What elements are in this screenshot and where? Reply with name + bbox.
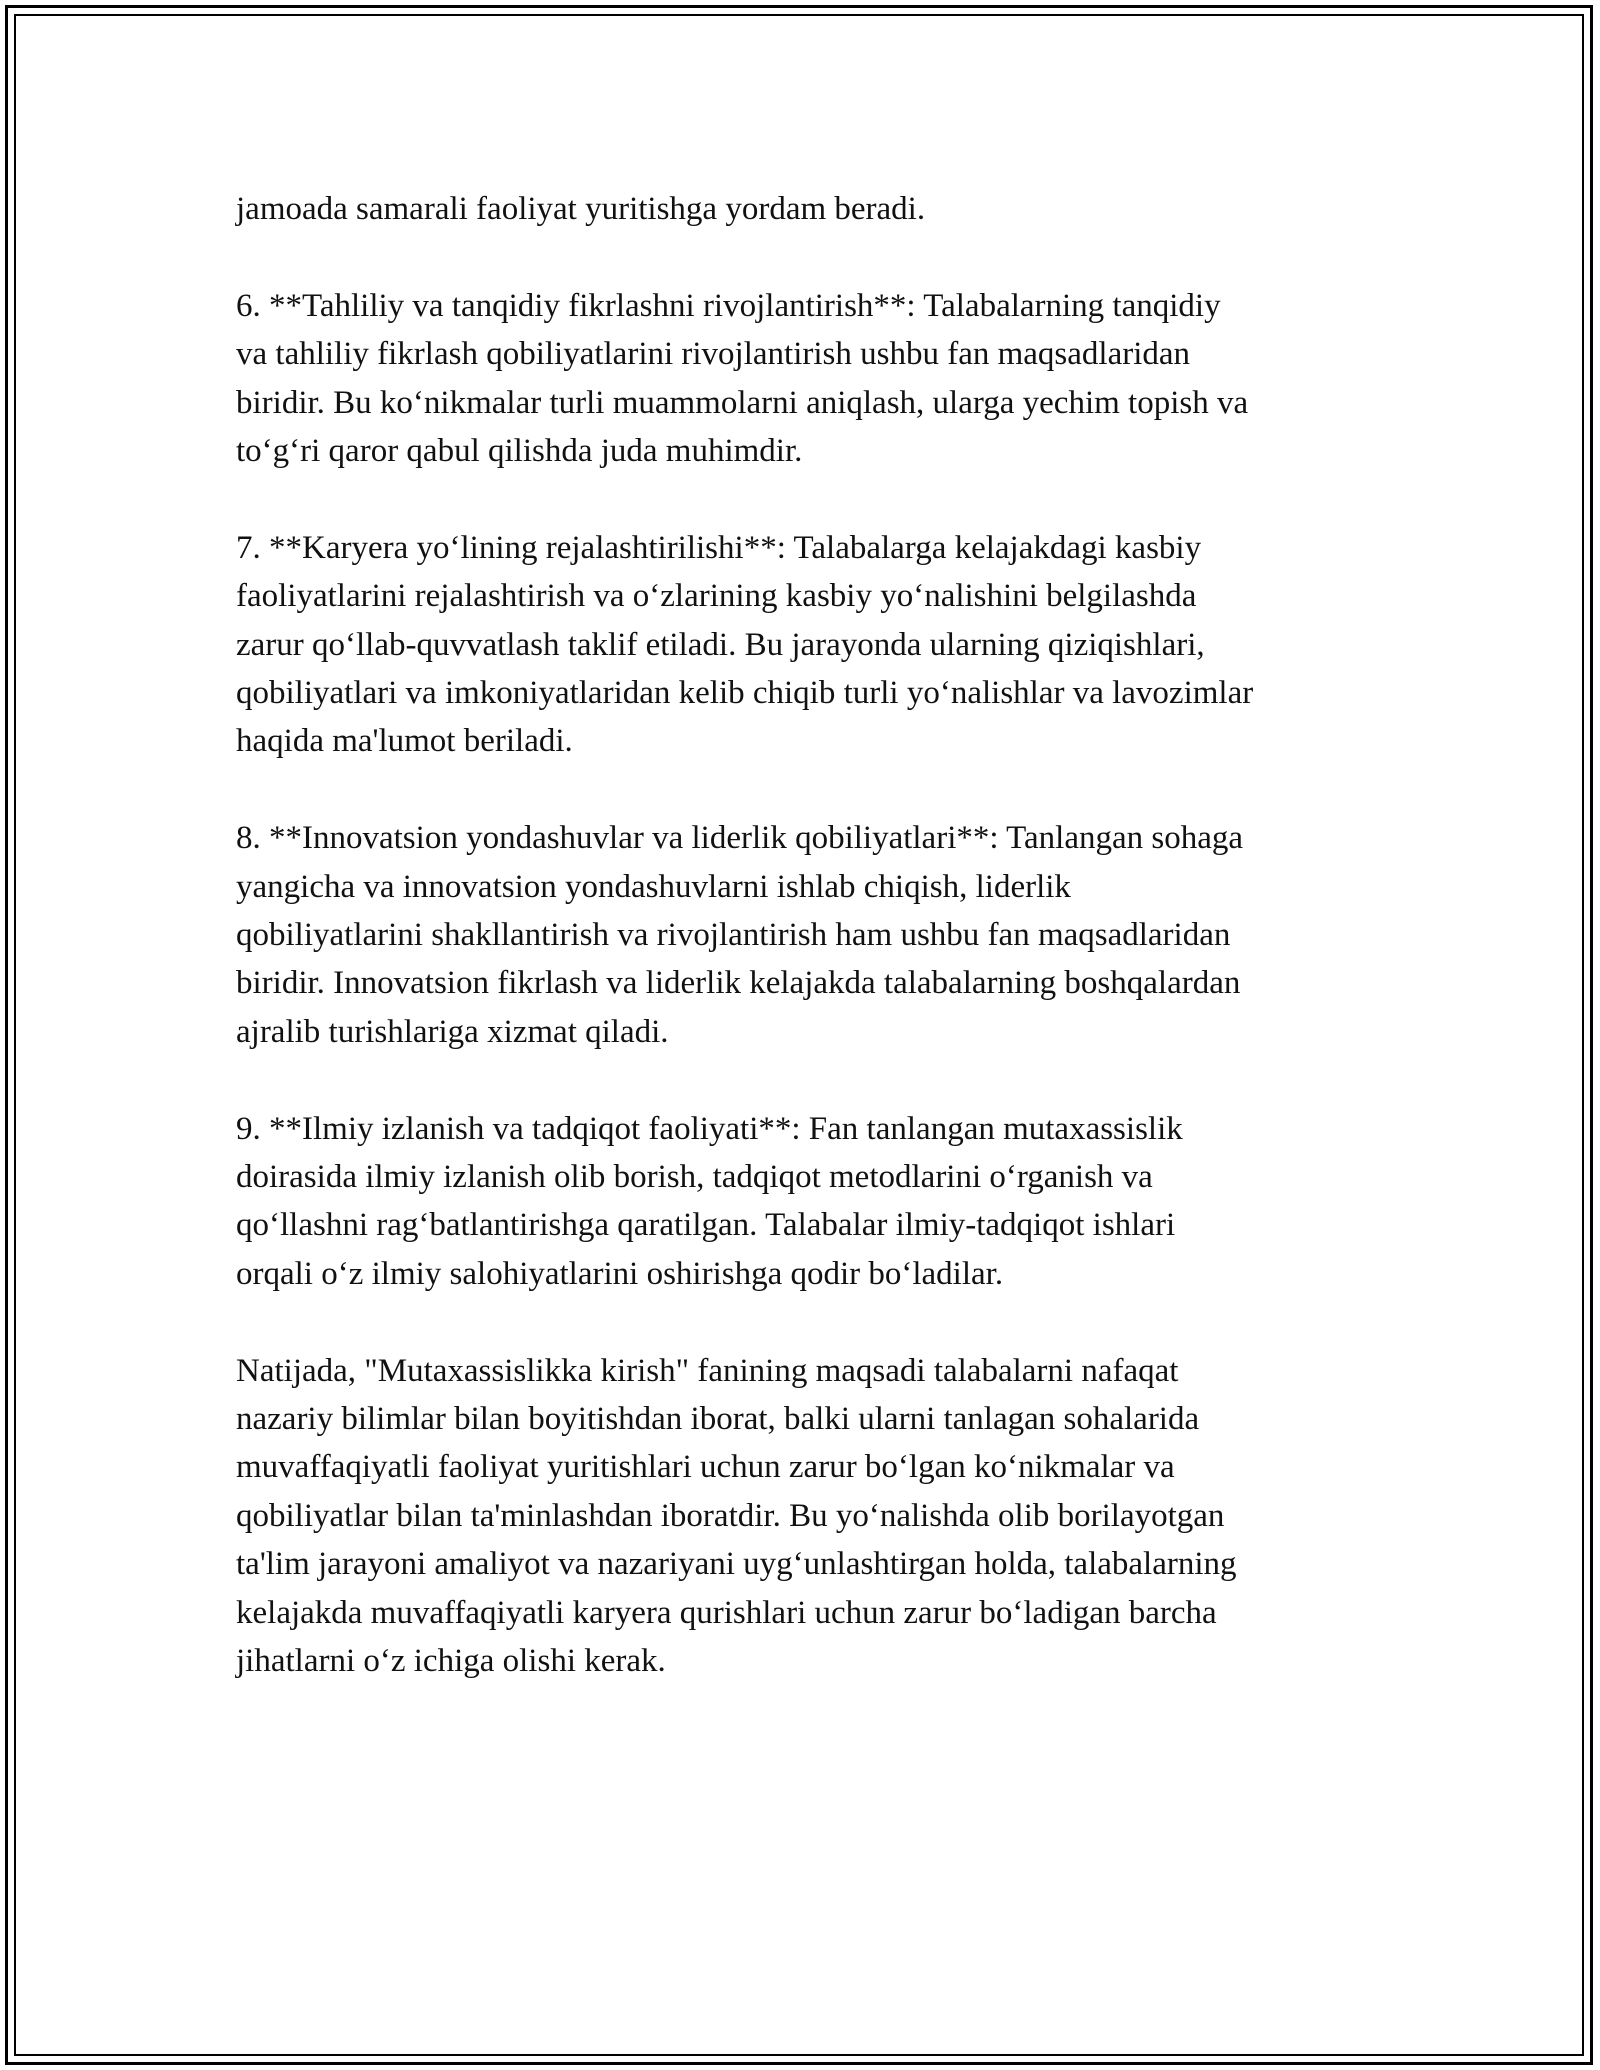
paragraph-conclusion: Natijada, "Mutaxassislikka kirish" fanining maqsadi talabalarni nafaqat nazariy bilimlar bilan boyitishdan iborat, balki ularni tanlagan sohalarida muvaffaqiyatli faoliyat yuritishlari uchun zarur boʻlgan koʻnikmalar va qobiliyatlar bilan ta'minlashdan iboratdir. Bu yoʻnalishda olib borilayotgan ta'lim jarayoni amaliyot va nazariyani uygʻunlashtirgan holda, talabalarning kelajakda muvaffaqiyatli karyera qurishlari uchun zarur boʻladigan barcha jihatlarni oʻz ichiga olishi kerak. xyxy=(236,1352,1237,1680)
paragraph-item-8: 8. **Innovatsion yondashuvlar va liderlik qobiliyatlari**: Tanlangan sohaga yangicha va innovatsion yondashuvlarni ishlab chiqish, liderlik qobiliyatlarini shakllantirish va rivojlantirish ham ushbu fan maqsadlaridan biridir. Innovatsion fikrlash va liderlik kelajakda talabalarning boshqalardan ajralib turishlariga xizmat qiladi. xyxy=(236,820,1244,1050)
paragraph-item-9: 9. **Ilmiy izlanish va tadqiqot faoliyati**: Fan tanlangan mutaxassislik doirasida ilmiy izlanish olib borish, tadqiqot metodlarini oʻrganish va qoʻllashni ragʻbatlantirishga qaratilgan. Talabalar ilmiy-tadqiqot ishlari orqali oʻz ilmiy salohiyatlarini oshirishga qodir boʻladilar. xyxy=(236,1110,1183,1292)
paragraph-item-6: 6. **Tahliliy va tanqidiy fikrlashni rivojlantirish**: Talabalarning tanqidiy va tahliliy fikrlash qobiliyatlarini rivojlantirish ushbu fan maqsadlaridan biridir. Bu koʻnikmalar turli muammolarni aniqlash, ularga yechim topish va toʻgʻri qaror qabul qilishda juda muhimdir. xyxy=(236,287,1249,470)
paragraph-continuation: jamoada samarali faoliyat yuritishga yordam beradi. xyxy=(236,191,926,227)
document-body xyxy=(236,185,1386,1734)
paragraph-item-7: 7. **Karyera yoʻlining rejalashtirilishi**: Talabalarga kelajakdagi kasbiy faoliyatlarini rejalashtirish va oʻzlarining kasbiy yoʻnalishini belgilashda zarur qoʻllab-quvvatlash taklif etiladi. Bu jarayonda ularning qiziqishlari, qobiliyatlari va imkoniyatlaridan kelib chiqib turli yoʻnalishlar va lavozimlar haqida ma'lumot beriladi. xyxy=(236,529,1254,760)
